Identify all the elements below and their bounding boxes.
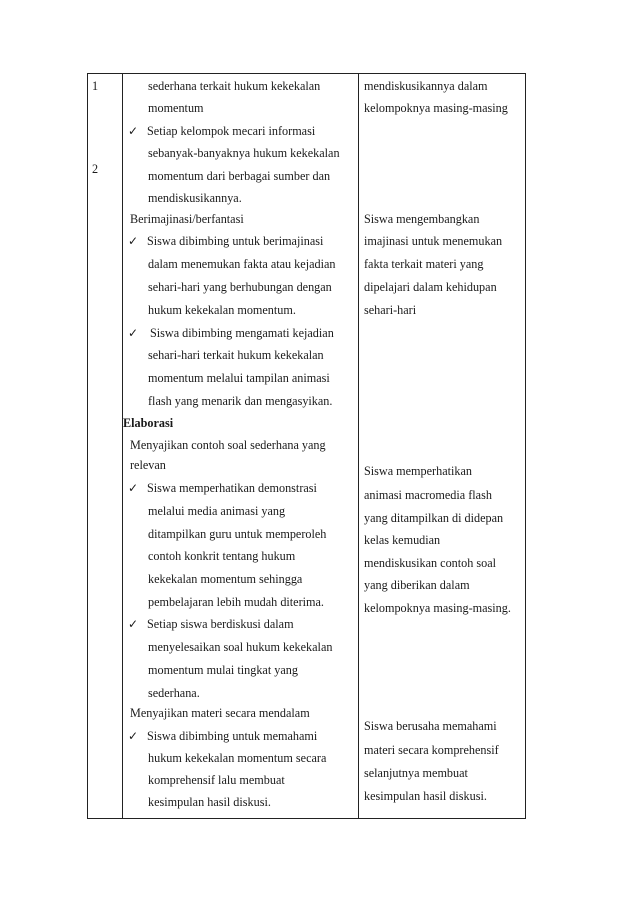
student-line: Siswa memperhatikan: [364, 464, 472, 478]
student-line: animasi macromedia flash: [364, 488, 492, 502]
activity-line: contoh konkrit tentang hukum: [148, 549, 296, 563]
student-line: kelompoknya masing-masing: [364, 101, 508, 115]
student-line: dipelajari dalam kehidupan: [364, 280, 497, 294]
student-line: Siswa berusaha memahami: [364, 719, 497, 733]
check-icon: ✓: [128, 481, 139, 495]
check-icon: ✓: [128, 234, 139, 248]
check-icon: ✓: [128, 729, 139, 743]
student-line: fakta terkait materi yang: [364, 257, 484, 271]
activity-line: dalam menemukan fakta atau kejadian: [148, 257, 336, 271]
activity-line: hukum kekekalan momentum.: [148, 303, 296, 317]
activity-line: komprehensif lalu membuat: [148, 773, 285, 787]
student-line: materi secara komprehensif: [364, 743, 499, 757]
activity-line: momentum melalui tampilan animasi: [148, 371, 330, 385]
student-line: kesimpulan hasil diskusi.: [364, 789, 487, 803]
student-line: sehari-hari: [364, 303, 417, 317]
activity-line: sebanyak-banyaknya hukum kekekalan: [148, 146, 340, 160]
activity-line: pembelajaran lebih mudah diterima.: [148, 595, 324, 609]
activity-line: mendiskusikannya.: [148, 191, 242, 205]
activity-line: Setiap kelompok mecari informasi: [147, 124, 316, 138]
activity-line: Siswa dibimbing untuk berimajinasi: [147, 234, 324, 248]
activity-line: kesimpulan hasil diskusi.: [148, 795, 271, 809]
student-line: yang ditampilkan di didepan: [364, 511, 504, 525]
activity-subheading: Berimajinasi/berfantasi: [130, 212, 244, 226]
student-line: mendiskusikan contoh soal: [364, 556, 497, 570]
activity-line: menyelesaikan soal hukum kekekalan: [148, 640, 333, 654]
student-line: Siswa mengembangkan: [364, 212, 480, 226]
row-number-1: 1: [92, 79, 99, 93]
activity-line: sehari-hari yang berhubungan dengan: [148, 280, 332, 294]
row-number-2: 2: [92, 162, 99, 176]
column-divider-2: [358, 74, 359, 818]
activity-subheading: Menyajikan materi secara mendalam: [130, 706, 310, 720]
activity-line: Siswa dibimbing mengamati kejadian: [150, 326, 334, 340]
activity-line: melalui media animasi yang: [148, 504, 286, 518]
activity-line: relevan: [130, 458, 166, 472]
activity-line: Setiap siswa berdiskusi dalam: [147, 617, 294, 631]
section-heading-elaborasi: Elaborasi: [123, 416, 174, 430]
student-line: kelas kemudian: [364, 533, 441, 547]
activity-line: Siswa memperhatikan demonstrasi: [147, 481, 317, 495]
activity-line: momentum dari berbagai sumber dan: [148, 169, 331, 183]
activity-line: kekekalan momentum sehingga: [148, 572, 303, 586]
check-icon: ✓: [128, 124, 139, 138]
student-line: yang diberikan dalam: [364, 578, 470, 592]
activity-line: sederhana terkait hukum kekekalan: [148, 79, 321, 93]
check-icon: ✓: [128, 617, 139, 631]
student-line: kelompoknya masing-masing.: [364, 601, 511, 615]
column-divider-1: [122, 74, 123, 818]
activity-line: flash yang menarik dan mengasyikan.: [148, 394, 333, 408]
activity-line: momentum mulai tingkat yang: [148, 663, 298, 677]
activity-line: momentum: [148, 101, 204, 115]
activity-line: ditampilkan guru untuk memperoleh: [148, 527, 327, 541]
activity-subheading: Menyajikan contoh soal sederhana yang: [130, 438, 326, 452]
student-line: mendiskusikannya dalam: [364, 79, 488, 93]
activity-line: sehari-hari terkait hukum kekekalan: [148, 348, 324, 362]
activity-line: hukum kekekalan momentum secara: [148, 751, 327, 765]
student-line: selanjutnya membuat: [364, 766, 468, 780]
activity-line: Siswa dibimbing untuk memahami: [147, 729, 318, 743]
activity-line: sederhana.: [148, 686, 200, 700]
student-line: imajinasi untuk menemukan: [364, 234, 503, 248]
check-icon: ✓: [128, 326, 139, 340]
